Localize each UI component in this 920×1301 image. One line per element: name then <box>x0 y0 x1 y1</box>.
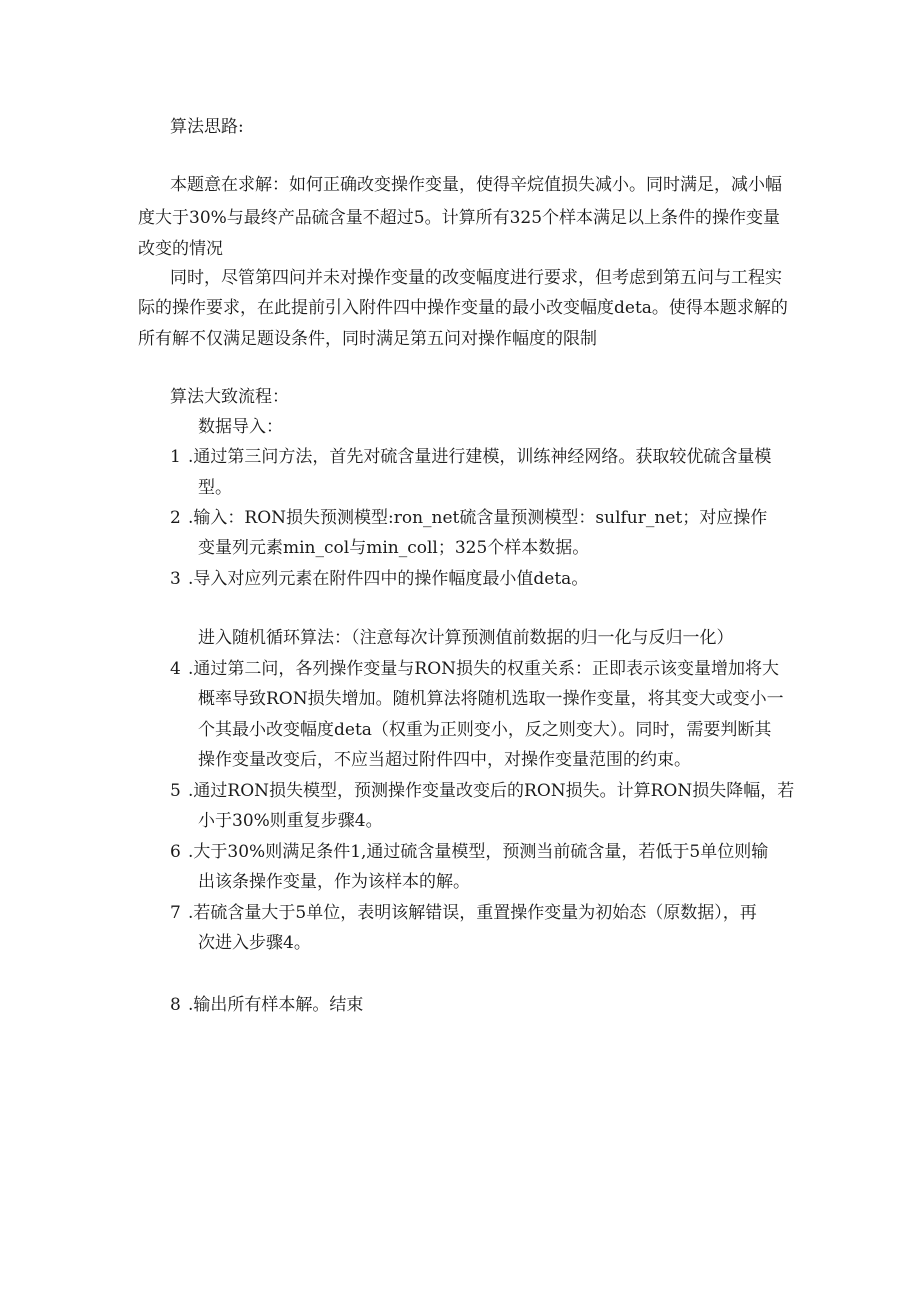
step-number: 6 <box>170 842 181 862</box>
step-number: 7 <box>170 903 181 923</box>
step-7-line-1: .若硫含量大于5单位，表明该解错误，重置操作变量为初始态（原数据），再 <box>188 903 757 923</box>
step-4-line-2: 概率导致RON损失增加。随机算法将随机选取一操作变量，将其变大或变小一 <box>198 689 784 709</box>
paragraph-2-line-1: 同时，尽管第四问并未对操作变量的改变幅度进行要求，但考虑到第五问与工程实 <box>170 268 782 288</box>
data-import-subheading: 数据导入： <box>198 417 283 437</box>
step-1-line-1: .通过第三问方法，首先对硫含量进行建模，训练神经网络。获取较优硫含量模 <box>188 447 772 467</box>
step-5-line-2: 小于30%则重复步骤4。 <box>198 811 383 831</box>
step-number: 3 <box>170 569 181 589</box>
step-7-line-2: 次进入步骤4。 <box>198 933 311 953</box>
step-number: 4 <box>170 659 181 679</box>
step-6-line-2: 出该条操作变量，作为该样本的解。 <box>198 872 470 892</box>
step-1-line-2: 型。 <box>198 478 232 498</box>
algorithm-idea-heading: 算法思路: <box>170 117 244 137</box>
step-6-line-1: .大于30%则满足条件1,通过硫含量模型，预测当前硫含量，若低于5单位则输 <box>188 842 769 862</box>
step-number: 5 <box>170 781 181 801</box>
paragraph-1-line-3: 改变的情况 <box>138 239 223 259</box>
step-4-line-4: 操作变量改变后，不应当超过附件四中，对操作变量范围的约束。 <box>198 750 691 770</box>
step-5-line-1: .通过RON损失模型，预测操作变量改变后的RON损失。计算RON损失降幅，若 <box>188 781 795 801</box>
step-4-line-3: 个其最小改变幅度deta（权重为正则变小，反之则变大）。同时，需要判断其 <box>198 720 772 740</box>
step-number: 8 <box>170 995 181 1015</box>
step-number: 1 <box>170 447 181 467</box>
step-4-line-1: .通过第二问，各列操作变量与RON损失的权重关系：正即表示该变量增加将大 <box>188 659 780 679</box>
paragraph-2-line-2: 际的操作要求，在此提前引入附件四中操作变量的最小改变幅度deta。使得本题求解的 <box>138 298 788 318</box>
step-2-line-2: 变量列元素min_col与min_coll；325个样本数据。 <box>198 538 590 558</box>
step-number: 2 <box>170 508 181 528</box>
step-3-line-1: .导入对应列元素在附件四中的操作幅度最小值deta。 <box>188 569 589 589</box>
paragraph-1-line-2: 度大于30%与最终产品硫含量不超过5。计算所有325个样本满足以上条件的操作变量 <box>138 208 781 228</box>
paragraph-2-line-3: 所有解不仅满足题设条件，同时满足第五问对操作幅度的限制 <box>138 329 597 349</box>
algorithm-flow-heading: 算法大致流程： <box>170 387 289 407</box>
paragraph-1-line-1: 本题意在求解：如何正确改变操作变量，使得辛烷值损失减小。同时满足，减小幅 <box>170 175 782 195</box>
step-8-line-1: .输出所有样本解。结束 <box>188 995 364 1015</box>
random-loop-subheading: 进入随机循环算法：（注意每次计算预测值前数据的归一化与反归一化） <box>198 628 734 648</box>
step-2-line-1: .输入：RON损失预测模型:ron_net硫含量预测模型：sulfur_net；对应操作 <box>188 508 768 528</box>
